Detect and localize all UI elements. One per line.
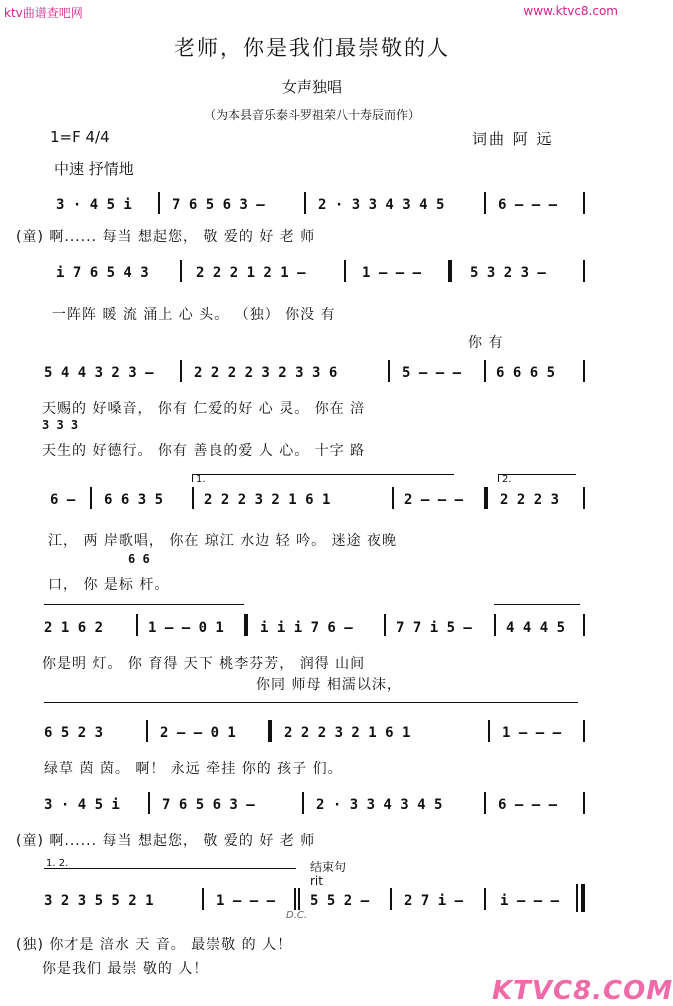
lyric-line: (童) 啊...... 每当 想起您， 敬 爱的 好 老 师 [16, 229, 316, 245]
measure: 1 – – – [216, 893, 276, 909]
credit: 词曲 阿 远 [472, 130, 554, 148]
measure: 5 – – – [402, 365, 462, 381]
volta-bracket-1 [192, 474, 454, 475]
measure: 2 · 3 3 4 3 4 5 [318, 197, 445, 213]
barline [304, 192, 306, 214]
lyric-line-2: 天生的 好德行。 你有 善良的爱 人 心。 十字 路 [42, 443, 366, 459]
measure: 2 – – 0 1 [160, 725, 236, 741]
measure: 1 – – – [502, 725, 562, 741]
barline [302, 792, 304, 814]
barline [583, 487, 585, 509]
barline [583, 614, 585, 636]
measure: 2 1 6 2 [44, 620, 104, 636]
measure: 3 · 4 5 i [44, 797, 120, 813]
barline [90, 487, 92, 509]
barline [390, 888, 392, 910]
barline [192, 487, 194, 509]
watermark-left: ktv曲谱查吧网 [4, 6, 83, 20]
measure: 5 3 2 3 – [470, 265, 546, 281]
barline [583, 792, 585, 814]
final-barline-thick [581, 884, 585, 912]
measure: 3 · 4 5 i [56, 197, 132, 213]
barline [484, 360, 486, 382]
final-barline-thin [576, 884, 578, 912]
barline [494, 614, 496, 636]
measure: 7 6 5 6 3 – [162, 797, 255, 813]
measure: 5 5 2 – [310, 893, 370, 909]
barline [180, 360, 182, 382]
measure: i 7 6 5 4 3 [56, 265, 149, 281]
barline [392, 487, 394, 509]
measure: 2 – – – [404, 492, 464, 508]
measure: 6 5 2 3 [44, 725, 104, 741]
ending-markers: 1. 2. [46, 858, 69, 869]
measure: 6 6 6 5 [496, 365, 556, 381]
measure: 4 4 4 5 [506, 620, 566, 636]
song-title: 老师，你是我们最崇敬的人 [174, 36, 450, 60]
ending-label: 结束句 [310, 860, 347, 874]
measure: 1 – – 0 1 [148, 620, 224, 636]
ending-2-label: 2. [502, 474, 512, 485]
volta-bracket [44, 604, 244, 605]
barline [583, 260, 585, 282]
lyric-line: 绿草 茵 茵。 啊！ 永远 牵挂 你的 孩子 们。 [44, 761, 343, 777]
measure: 6 – – – [498, 197, 558, 213]
volta-bracket [44, 702, 578, 703]
barline [146, 720, 148, 742]
rit-marking: rit [310, 874, 323, 888]
lyric-line: (童) 啊...... 每当 想起您， 敬 爱的 好 老 师 [16, 833, 316, 849]
barline [384, 614, 386, 636]
measure: 2 7 i – [404, 893, 464, 909]
barline [344, 260, 346, 282]
lyric-line: 你是明 灯。 你 育得 天下 桃李芬芳， 润得 山间 [42, 656, 366, 672]
measure: 6 – [50, 492, 76, 508]
barline [488, 720, 490, 742]
volta-bracket [494, 604, 580, 605]
lyric-line-2: 口， 你 是标 杆。 [48, 577, 170, 593]
song-subtitle: 女声独唱 [281, 78, 342, 96]
volta-bracket [44, 868, 296, 869]
lyric-line-2: 你同 师母 相濡以沫， [256, 677, 402, 693]
measure: 2 2 2 1 2 1 – [196, 265, 306, 281]
double-barline [298, 888, 300, 910]
barline [583, 360, 585, 382]
alternate-notes: 3 3 3 [42, 418, 79, 432]
site-logo: KTVC8.COM [492, 976, 673, 1006]
lyric-line: (独) 你才是 涪水 天 音。 最崇敬 的 人！ [16, 937, 293, 953]
measure: 7 6 5 6 3 – [172, 197, 265, 213]
repeat-end-barline [484, 487, 488, 509]
measure: 5 4 4 3 2 3 – [44, 365, 154, 381]
measure: i – – – [500, 893, 560, 909]
volta-hook [498, 474, 499, 482]
repeat-start-barline [448, 260, 452, 282]
barline [484, 192, 486, 214]
measure: 2 2 2 2 3 2 3 3 6 [194, 365, 338, 381]
measure: 6 6 3 5 [104, 492, 164, 508]
measure: 1 – – – [362, 265, 422, 281]
lyric-line: 江， 两 岸歌唱， 你在 琼江 水边 轻 吟。 迷途 夜晚 [48, 533, 398, 549]
lyric-line: 一阵阵 暖 流 涌上 心 头。 （独） 你没 有 [52, 307, 336, 323]
lyric-line: 天赐的 好嗓音， 你有 仁爱的好 心 灵。 你在 涪 [42, 401, 366, 417]
ending-1-label: 1. [196, 474, 206, 485]
measure: 3 2 3 5 5 2 1 [44, 893, 154, 909]
barline [180, 260, 182, 282]
repeat-end-barline [268, 720, 272, 742]
repeat-start-barline [244, 614, 248, 636]
barline [583, 192, 585, 214]
measure: 2 2 2 3 2 1 6 1 [204, 492, 331, 508]
alternate-notes: 6 6 [128, 552, 150, 566]
barline [148, 792, 150, 814]
barline [136, 614, 138, 636]
lyric-line-2: 你 有 [468, 335, 504, 351]
barline [202, 888, 204, 910]
barline [388, 360, 390, 382]
barline [484, 888, 486, 910]
lyric-line-2: 你是我们 最崇 敬的 人！ [42, 961, 209, 977]
dedication-note: （为本县音乐泰斗罗祖荣八十寿辰而作） [203, 108, 420, 122]
watermark-right: www.ktvc8.com [523, 4, 618, 18]
measure: 6 – – – [498, 797, 558, 813]
measure: 2 · 3 3 4 3 4 5 [316, 797, 443, 813]
barline [583, 720, 585, 742]
volta-hook [192, 474, 193, 482]
dc-marking: D.C. [286, 910, 308, 921]
tempo-marking: 中速 抒情地 [54, 160, 134, 178]
barline [158, 192, 160, 214]
double-barline [294, 888, 296, 910]
measure: 2 2 2 3 2 1 6 1 [284, 725, 411, 741]
barline [484, 792, 486, 814]
measure: 7 7 i 5 – [396, 620, 472, 636]
key-signature: 1=F 4/4 [50, 128, 110, 146]
measure: i i i 7 6 – [260, 620, 353, 636]
measure: 2 2 2 3 [500, 492, 560, 508]
